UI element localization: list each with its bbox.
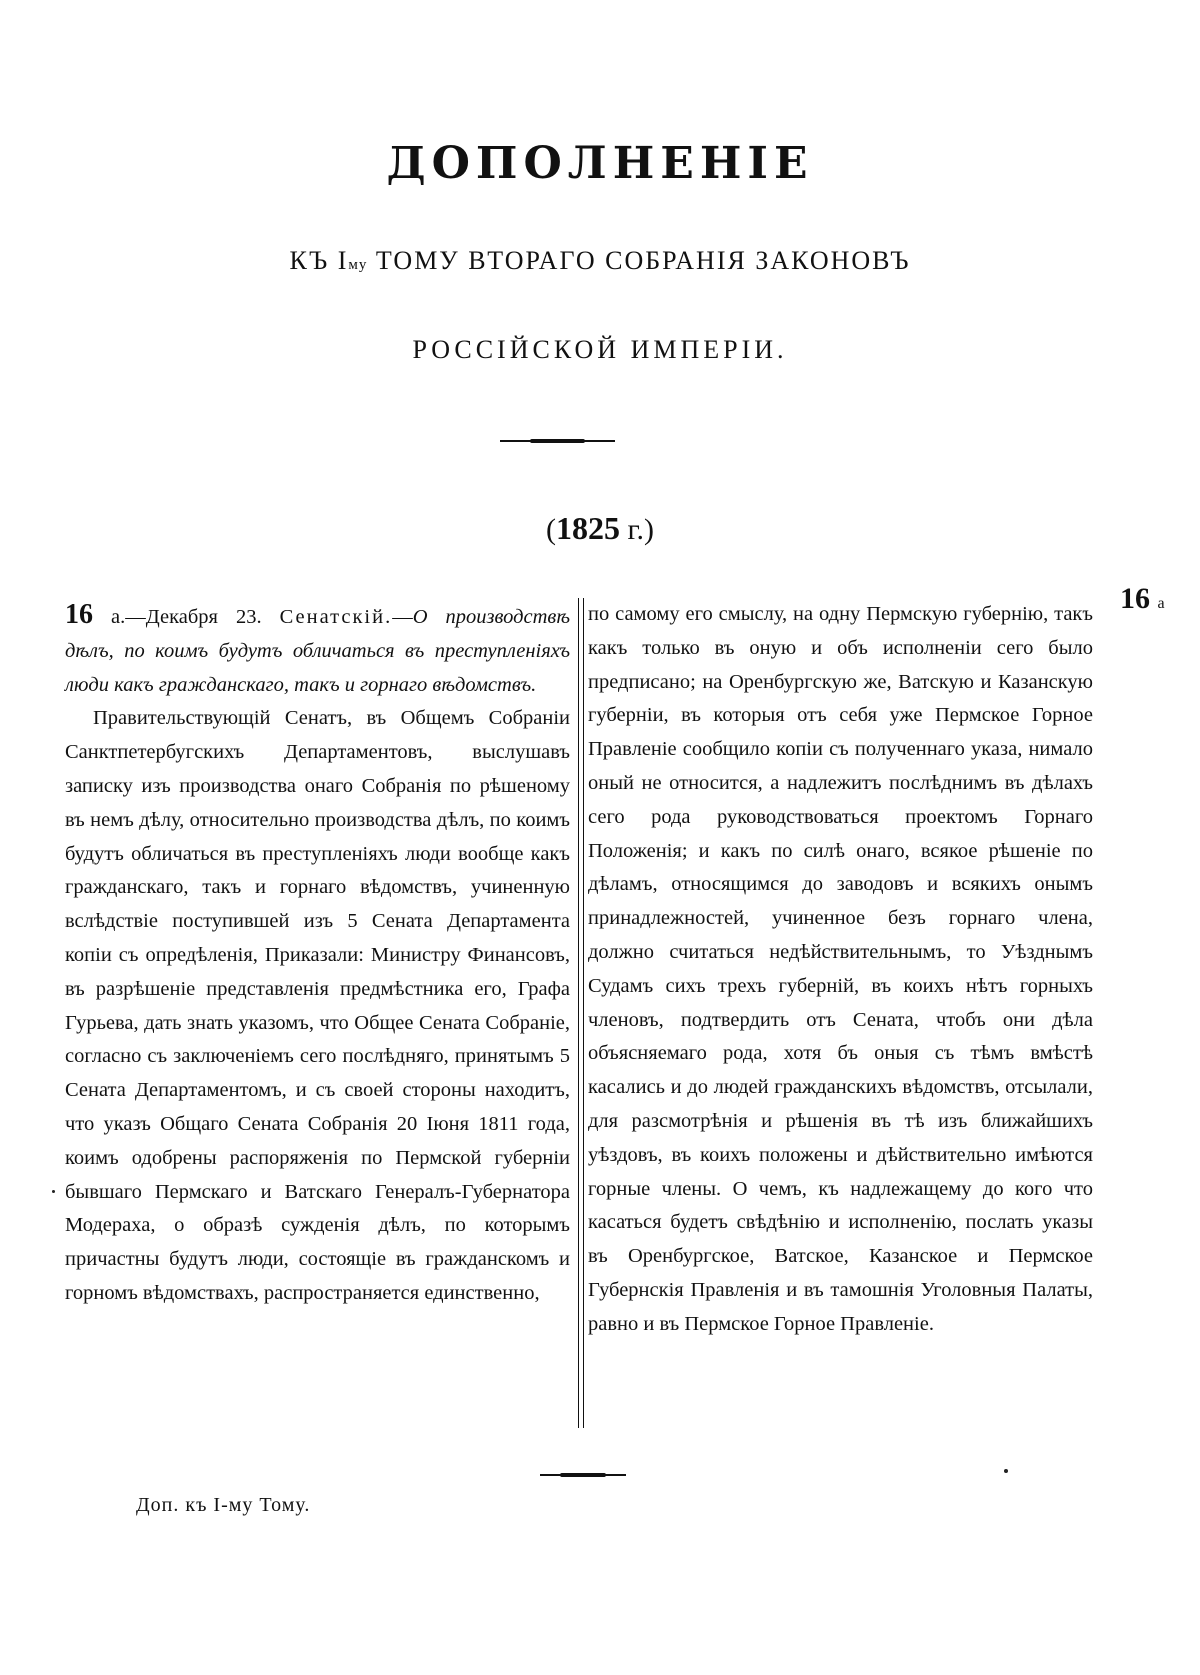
column-divider [578, 598, 584, 1428]
ornamental-rule-bottom [540, 1474, 626, 1476]
entry-source: Сенатскій. [279, 606, 393, 628]
subtitle-superscript: му [348, 257, 368, 273]
document-subtitle [0, 246, 1200, 276]
year-open: ( [546, 513, 557, 546]
left-column [65, 598, 570, 1311]
left-column-text: Правительствующій Сенатъ, въ Общемъ Собраніи Санктпетербугскихъ Департаментовъ, выслушавъ записку изъ производства онаго Собранія по рѣшеному въ немъ дѣлу, относительно производства дѣлъ, по коимъ будутъ обличаться въ преступленіяхъ люди вообще какъ гражданскаго, такъ и горнаго вѣдомствъ, учиненную вслѣдствіе поступившей изъ 5 Сената Департамента копіи съ опредѣленія, Приказали: Министру Финансовъ, въ разрѣшеніе представленія предмѣстника его, Графа Гурьева, дать знать указомъ, что Общее Сената Собраніе, согласно съ заключеніемъ сего послѣдняго, принятымъ 5 Сената Департаментомъ, и съ своей стороны находитъ, что указъ Общаго Сената Собранія 20 Іюня 1811 года, коимъ одобрены распоряженія по Пермской губерніи бывшаго Пермскаго и Ватскаго Генералъ-Губернатора Модераха, о образѣ сужденія дѣлъ, по которымъ причастны будутъ люди, состоящіе въ гражданскомъ и горномъ вѣдомствахъ, распространяется единственно, [65, 707, 570, 1304]
entry-date: Декабря 23. [145, 606, 280, 628]
ornamental-rule-top [500, 440, 615, 442]
year-close: г.) [620, 513, 654, 546]
subtitle-part-1: КЪ I [289, 246, 349, 275]
page-footer: Доп. къ I-му Тому. [136, 1494, 311, 1516]
entry-dash: — [392, 606, 413, 628]
year-heading [0, 510, 1200, 547]
entry-heading [65, 598, 570, 702]
subtitle-part-2: ТОМУ ВТОРАГО СОБРАНІЯ ЗАКОНОВЪ [367, 246, 911, 275]
year-number: 1825 [556, 510, 621, 546]
margin-suffix: а [1157, 595, 1165, 612]
entry-title: О производствѣ дѣлъ, по коимъ будутъ обличаться въ преступленіяхъ люди какъ гражданскаго, такъ и горнаго вѣдомствъ. [65, 606, 570, 696]
print-speck [1004, 1469, 1008, 1473]
document-subtitle-2: РОССІЙСКОЙ ИМПЕРІИ. [412, 335, 788, 364]
document-title: ДОПОЛНЕНІЕ [386, 138, 814, 189]
print-speck [52, 1190, 55, 1193]
entry-number: 16 [65, 599, 93, 630]
right-column-text: по самому его смыслу, на одну Пермскую губернію, такъ какъ только въ оную и объ исполненіи сего было предписано; на Оренбургскую же, Ватскую и Казанскую губерніи, въ которыя отъ себя уже Пермское Горное Правленіе сообщило копіи съ полученнаго указа, нимало оный не относится, а надлежитъ послѣднимъ въ дѣлахъ сего рода руководствоваться проектомъ Горнаго Положенія; и какъ по силѣ онаго, всякое рѣшеніе по дѣламъ, относящимся до заводовъ и всякихъ онымъ принадлежностей, учиненное безъ горнаго члена, должно считаться недѣйствительнымъ, то Уѣзднымъ Судамъ сихъ трехъ губерній, въ коихъ нѣтъ горныхъ членовъ, подтвердить отъ Сената, чтобъ они дѣла объясняемаго рода, хотя бъ оныя съ тѣмъ вмѣстѣ касались и до людей гражданскихъ вѣдомствъ, отсылали, для разсмотрѣнія и рѣшенія въ тѣ изъ ближайшихъ уѣздовъ, въ коихъ положены и дѣйствительно имѣются горные члены. О чемъ, къ надлежащему до кого что касаться будетъ свѣдѣнію и исполненію, послать указы въ Оренбургское, Ватское, Казанское и Пермское Губернскія Правленія и въ тамошнія Уголовныя Палаты, равно и въ Пермское Горное Правленіе. [588, 603, 1093, 1335]
right-column [588, 598, 1093, 1342]
margin-entry-number [1120, 582, 1165, 616]
entry-suffix: а.— [93, 606, 146, 628]
margin-number: 16 [1120, 582, 1150, 615]
